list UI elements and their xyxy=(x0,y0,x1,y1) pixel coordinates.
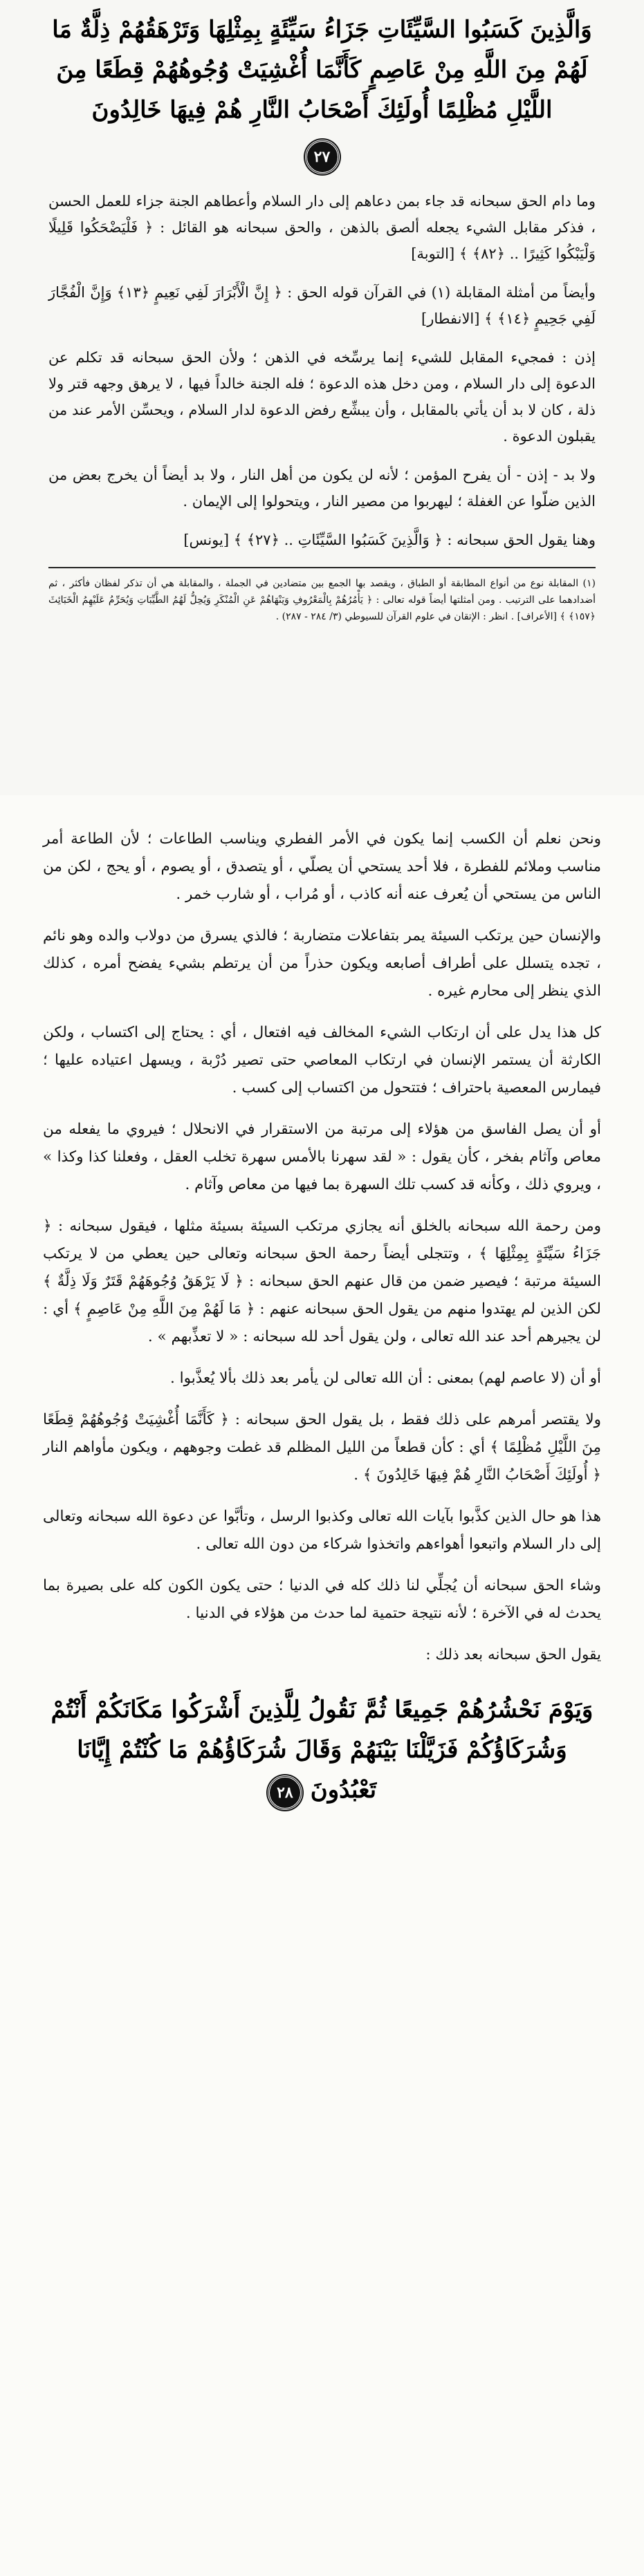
page-1 xyxy=(0,0,644,795)
commentary-paragraph: إذن : فمجيء المقابل للشيء إنما يرسِّخه في الذهن ؛ ولأن الحق سبحانه قد تكلم عن الدعوة إلى دار السلام ، ومن دخل هذه الدعوة ؛ فله الجنة خالداً فيها ، لا يرهق وجهه قتر ولا ذلة ، كان لا بد أن يأتي بالمقابل ، وأن يبشِّع رفض الدعوة لدار السلام ، ويحسِّن الأمر عند من يقبلون الدعوة . xyxy=(48,349,596,445)
commentary-paragraph: وما دام الحق سبحانه قد جاء بمن دعاهم إلى دار السلام وأعطاهم الجنة جزاء للعمل الحسن ، فذكر مقابل الشيء يجعله ألصق بالذهن ، والحق سبحانه هو القائل : ﴿ فَلْيَضْحَكُوا قَلِيلًا وَلْيَبْكُوا كَثِيرًا .. ﴿٨٢﴾ ﴾ [التوبة] xyxy=(48,193,596,262)
footnote: (١) المقابلة نوع من أنواع المطابقة أو الطباق ، ويقصد بها الجمع بين متضادين في الجملة ، والمقابلة هي أن تذكر لفظان فأكثر ، ثم أضدادهما على الترتيب . ومن أمثلتها أيضاً قوله تعالى : ﴿ يَأْمُرُهُمْ بِالْمَعْرُوفِ وَيَنْهَاهُمْ عَنِ الْمُنْكَرِ وَيُحِلُّ لَهُمُ الطَّيِّبَاتِ وَيُحَرِّمُ عَلَيْهِمُ الْخَبَائِثَ ﴿١٥٧﴾ ﴾ [الأعراف] . انظر : الإتقان في علوم القرآن للسيوطي (٣/ ٢٨٤ - ٢٨٧) . xyxy=(48,578,596,622)
verse-number-badge: ٢٨ xyxy=(268,1775,302,1810)
verse-number-badge: ٢٧ xyxy=(305,140,340,174)
commentary-paragraph: ونحن نعلم أن الكسب إنما يكون في الأمر الفطري ويناسب الطاعات ؛ لأن الطاعة أمر مناسب وملائم للفطرة ، فلا أحد يستحي أن يصلّي ، أو يتصدق ، أو يصوم ، أو يحج ، لكن من الناس من يستحي أن يُعرف عنه أنه كاذب ، أو مُراب ، أو شارب خمر . xyxy=(43,830,601,903)
commentary-paragraph: ومن رحمة الله سبحانه بالخلق أنه يجازي مرتكب السيئة بسيئة مثلها ، فيقول سبحانه : ﴿ جَزَاءُ سَيِّئَةٍ بِمِثْلِهَا ﴾ ، وتتجلى أيضاً رحمة الحق سبحانه وتعالى حين يعطي من لا يرتكب السيئة مرتبة ؛ فيصير ضمن من قال عنهم الحق سبحانه : ﴿ لَا يَرْهَقُ وُجُوهَهُمْ قَتَرٌ وَلَا ذِلَّةٌ ﴾ لكن الذين لم يهتدوا منهم من يقول الحق سبحانه عنهم : ﴿ مَا لَهُمْ مِنَ اللَّهِ مِنْ عَاصِمٍ ﴾ أي : لن يجيرهم أحد عند الله تعالى ، ولن يقول أحد لله سبحانه : « لا تعذِّبهم » . xyxy=(43,1217,601,1345)
commentary-paragraph: والإنسان حين يرتكب السيئة يمر بتفاعلات متضاربة ؛ فالذي يسرق من دولاب والده وهو نائم ، تجده يتسلل على أطراف أصابعه ويكون حذراً من أن يرتطم بشيء يفضح أمره ، كذلك الذي ينظر إلى محارم غيره . xyxy=(43,927,601,1000)
verse-text: وَيَوْمَ نَحْشُرُهُمْ جَمِيعًا ثُمَّ نَقُولُ لِلَّذِينَ أَشْرَكُوا مَكَانَكُمْ أَنْتُمْ وَشُرَكَاؤُكُمْ فَزَيَّلْنَا بَيْنَهُمْ وَقَالَ شُرَكَاؤُهُمْ مَا كُنْتُمْ إِيَّانَا تَعْبُدُونَ xyxy=(50,1696,594,1804)
commentary-paragraph: وهنا يقول الحق سبحانه : ﴿ وَالَّذِينَ كَسَبُوا السَّيِّئَاتِ .. ﴿٢٧﴾ ﴾ [يونس] xyxy=(183,532,596,548)
commentary-paragraph: كل هذا يدل على أن ارتكاب الشيء المخالف فيه افتعال ، أي : يحتاج إلى اكتساب ، ولكن الكارثة أن يستمر الإنسان في ارتكاب المعاصي حتى تصير دُرْبة ، ويسهل اعتياده عليها ؛ فيمارس المعصية باحتراف ؛ فتتحول من اكتساب إلى كسب . xyxy=(43,1024,601,1096)
commentary-paragraph: ولا بد - إذن - أن يفرح المؤمن ؛ لأنه لن يكون من أهل النار ، ولا بد أيضاً أن يخرج بعض من الذين ضلّوا عن الغفلة ؛ ليهربوا من مصير النار ، ويتحولوا إلى الإيمان . xyxy=(48,467,596,510)
commentary-paragraph: أو أن يصل الفاسق من هؤلاء إلى مرتبة من الاستقرار في الانحلال ؛ فيروي ما يفعله من معاص وآثام بفخر ، كأن يقول : « لقد سهرنا بالأمس سهرة تخلب العقل ، وفعلنا كذا وكذا » ، ويروي ذلك ، وكأنه قد كسب تلك السهرة بما فيها من معاص وآثام . xyxy=(43,1121,601,1193)
quran-verse-heading xyxy=(0,0,644,130)
commentary-paragraph: أو أن (لا عاصم لهم) بمعنى : أن الله تعالى لن يأمر بعد ذلك بألا يُعذَّبوا . xyxy=(169,1370,601,1387)
commentary-paragraph: هذا هو حال الذين كذَّبوا بآيات الله تعالى وكذبوا الرسل ، وتأبَّوا عن دعوة الله سبحانه وتعالى إلى دار السلام واتبعوا أهواءهم واتخذوا شركاء من دون الله تعالى . xyxy=(43,1508,601,1553)
quran-verse-heading xyxy=(0,1669,644,1810)
footnote-divider xyxy=(48,567,596,568)
commentary-paragraph: وشاء الحق سبحانه أن يُجلِّي لنا ذلك كله في الدنيا ؛ حتى يكون الكون كله على بصيرة بما يحدث له في الآخرة ؛ لأنه نتيجة حتمية لما حدث من هؤلاء في الدنيا . xyxy=(43,1577,601,1622)
commentary-paragraph: ولا يقتصر أمرهم على ذلك فقط ، بل يقول الحق سبحانه : ﴿ كَأَنَّمَا أُغْشِيَتْ وُجُوهُهُمْ قِطَعًا مِنَ اللَّيْلِ مُظْلِمًا ﴾ أي : كأن قطعاً من الليل المظلم قد غطت وجوههم ، ويكون مأواهم النار ﴿ أُولَئِكَ أَصْحَابُ النَّارِ هُمْ فِيهَا خَالِدُونَ ﴾ . xyxy=(43,1411,601,1484)
page-2 xyxy=(0,795,644,2576)
commentary-paragraph: يقول الحق سبحانه بعد ذلك : xyxy=(425,1646,601,1663)
verse-text: وَالَّذِينَ كَسَبُوا السَّيِّئَاتِ جَزَاءُ سَيِّئَةٍ بِمِثْلِهَا وَتَرْهَقُهُمْ ذِلَّةٌ مَا لَهُمْ مِنَ اللَّهِ مِنْ عَاصِمٍ كَأَنَّمَا أُغْشِيَتْ وُجُوهُهُمْ قِطَعًا مِنَ اللَّيْلِ مُظْلِمًا أُولَئِكَ أَصْحَابُ النَّارِ هُمْ فِيهَا خَالِدُونَ xyxy=(52,16,592,124)
commentary-paragraph: وأيضاً من أمثلة المقابلة (١) في القرآن قوله الحق : ﴿ إِنَّ الْأَبْرَارَ لَفِي نَعِيمٍ ﴿١٣﴾ وَإِنَّ الْفُجَّارَ لَفِي جَحِيمٍ ﴿١٤﴾ ﴾ [الانفطار] xyxy=(48,284,596,327)
